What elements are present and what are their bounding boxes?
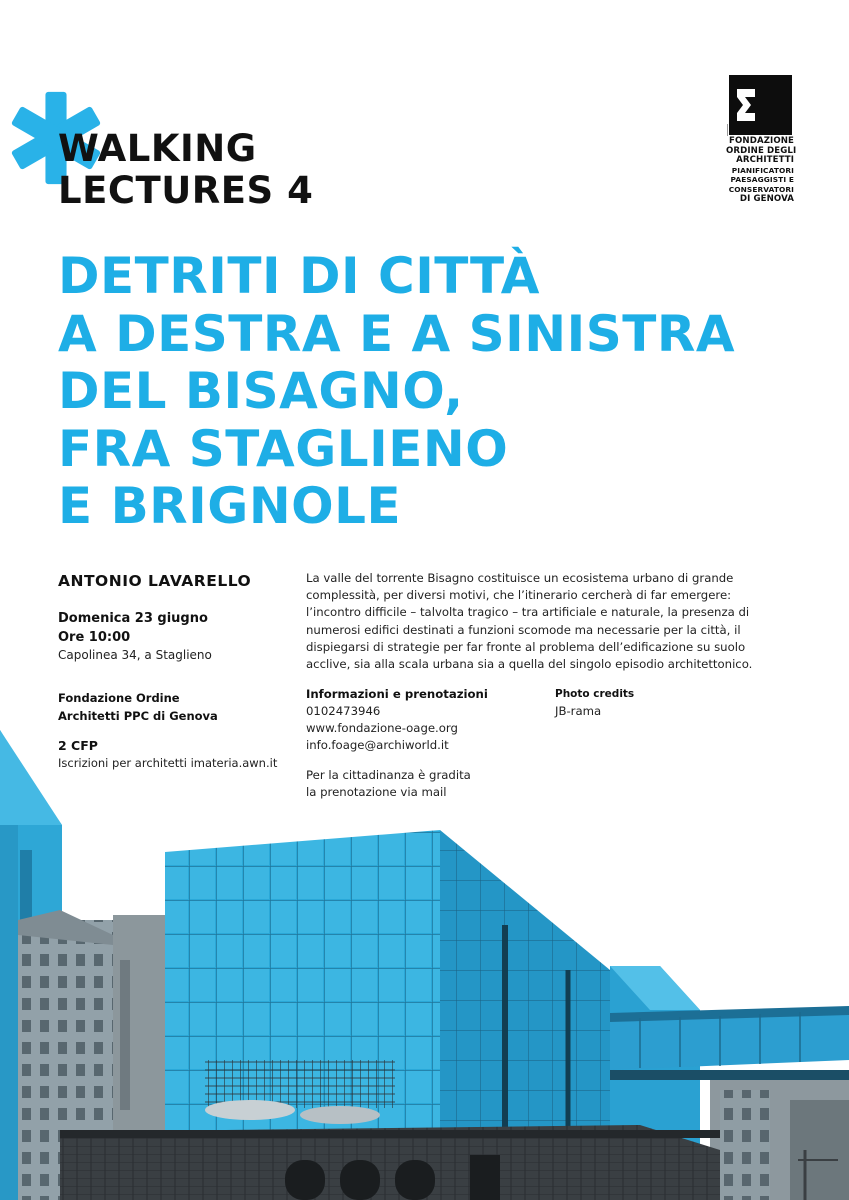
logo-line: CONSERVATORI [728, 184, 794, 194]
foage-logo-icon [729, 75, 792, 135]
logo-text [726, 136, 797, 204]
logo-line: FONDAZIONE [729, 136, 794, 146]
title-line: E BRIGNOLE [58, 477, 402, 535]
organizer-line-1: Fondazione Ordine [58, 691, 180, 705]
building-photo [0, 730, 849, 1200]
logo-line: DI GENOVA [739, 193, 794, 204]
title-line: DEL BISAGNO, [58, 362, 464, 420]
event-description: La valle del torrente Bisagno costituisce un ecosistema urbano di grande complessità, per diversi motivi, che l’itinerario cercherà di far emergere: l’incontro difficile – talvolta tragico – tra artificiale e naturale, la presenza di numerosi edifici destinati a funzioni scomode ma necessarie per la città, il dispiegarsi di strategie per far fronte al problema dell’edificazione su suolo acclive, sia alla scala urbana sia a quella del singolo episodio architettonico. [306, 571, 753, 672]
logo-line: ARCHITETTI [736, 155, 794, 166]
cfp-registration-note: Iscrizioni per architetti imateria.awn.it [58, 756, 278, 770]
title-line: FRA STAGLIENO [58, 419, 509, 478]
main-title [58, 248, 735, 536]
event-place: Capolinea 34, a Staglieno [58, 648, 212, 662]
series-title [58, 128, 313, 212]
organizer-line-2: Architetti PPC di Genova [58, 709, 218, 723]
series-line-1: WALKING [58, 127, 257, 170]
info-phone: 0102473946 [306, 704, 381, 718]
series-line-2: LECTURES 4 [58, 169, 314, 212]
organizer [58, 689, 218, 725]
title-line: DETRITI DI CITTÀ [58, 247, 540, 305]
event-datetime [58, 609, 208, 647]
info-heading: Informazioni e prenotazioni [306, 687, 488, 701]
info-email: info.foage@archiworld.it [306, 738, 449, 752]
speaker-name: ANTONIO LAVARELLO [58, 572, 252, 590]
event-time: Ore 10:00 [58, 630, 131, 645]
logo-line: ORDINE DEGLI [726, 145, 797, 156]
logo-line: PIANIFICATORI [731, 165, 794, 175]
photo-credits [555, 686, 634, 720]
cfp-credits: 2 CFP [58, 738, 98, 753]
info-website: www.fondazione-oage.org [306, 721, 458, 735]
photo-credits-name: JB-rama [555, 704, 602, 718]
citizens-note-line-1: Per la cittadinanza è gradita [306, 768, 471, 782]
citizens-note-line-2: la prenotazione via mail [306, 785, 447, 799]
title-line: A DESTRA E A SINISTRA [58, 304, 736, 363]
logo-line: PAESAGGISTI E [730, 175, 794, 185]
photo-credits-heading: Photo credits [555, 688, 635, 700]
logo-tick [727, 124, 728, 136]
event-date: Domenica 23 giugno [58, 611, 208, 626]
